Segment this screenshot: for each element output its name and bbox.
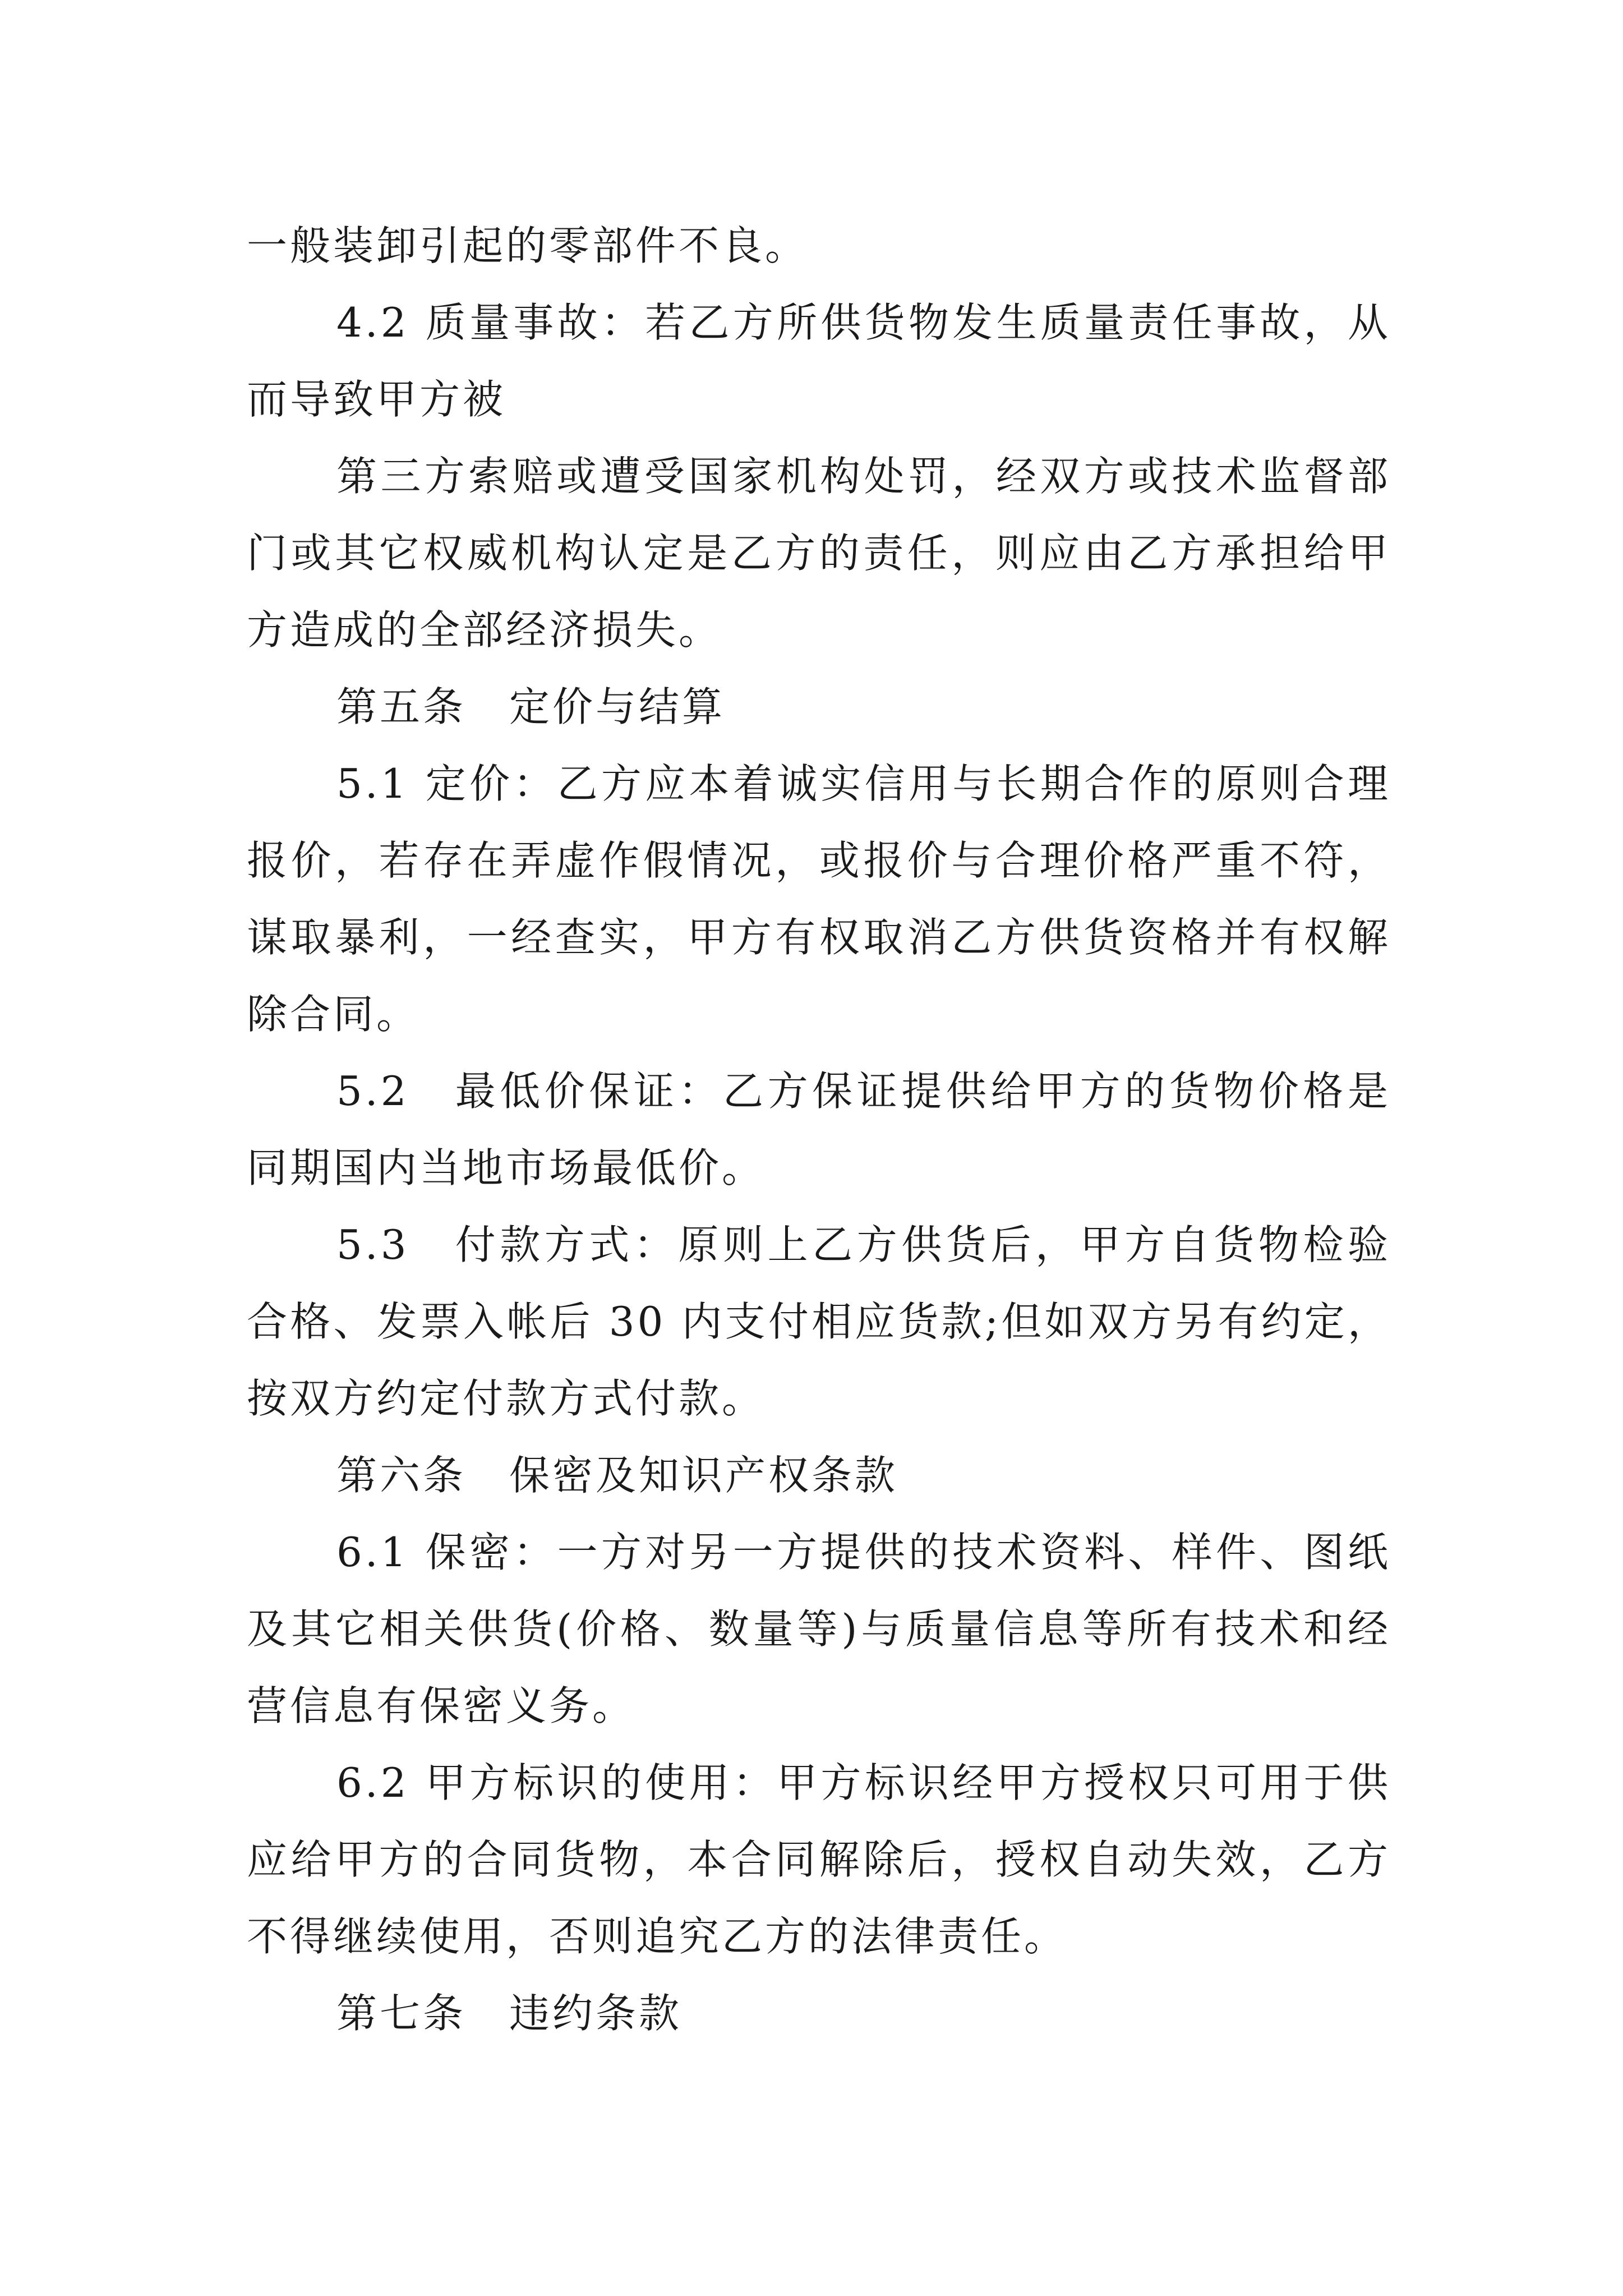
text-line: 报价，若存在弄虚作假情况，或报价与合理价格严重不符， [247,837,1391,884]
section-heading: 第五条 定价与结算 [336,683,726,730]
text-line: 方造成的全部经济损失。 [247,606,722,654]
text-line: 谋取暴利，一经查实，甲方有权取消乙方供货资格并有权解 [247,914,1391,961]
text-line: 5.1 定价：乙方应本着诚实信用与长期合作的原则合理 [336,760,1391,807]
text-line: 不得继续使用，否则追究乙方的法律责任。 [247,1913,1068,1960]
text-line: 一般装卸引起的零部件不良。 [247,222,809,269]
text-line: 应给甲方的合同货物，本合同解除后，授权自动失效，乙方 [247,1836,1391,1883]
text-line: 同期国内当地市场最低价。 [247,1144,766,1191]
text-line: 6.1 保密：一方对另一方提供的技术资料、样件、图纸 [336,1529,1391,1576]
text-line: 5.2 最低价保证：乙方保证提供给甲方的货物价格是 [336,1068,1391,1115]
text-line: 合格、发票入帐后 30 内支付相应货款;但如双方另有约定， [247,1298,1391,1345]
text-line: 6.2 甲方标识的使用：甲方标识经甲方授权只可用于供 [336,1759,1391,1806]
text-line: 除合同。 [247,991,420,1038]
section-heading: 第七条 违约条款 [336,1990,683,2037]
text-line: 营信息有保密义务。 [247,1682,636,1729]
section-heading: 第六条 保密及知识产权条款 [336,1452,898,1499]
text-line: 第三方索赔或遭受国家机构处罚，经双方或技术监督部 [336,453,1391,500]
text-line: 5.3 付款方式：原则上乙方供货后，甲方自货物检验 [336,1221,1391,1268]
text-line: 而导致甲方被 [247,376,506,423]
text-line: 门或其它权威机构认定是乙方的责任，则应由乙方承担给甲 [247,530,1391,577]
text-line: 及其它相关供货(价格、数量等)与质量信息等所有技术和经 [247,1605,1391,1653]
text-line: 4.2 质量事故：若乙方所供货物发生质量责任事故，从 [336,299,1391,346]
body-text [247,208,1391,2052]
text-line: 按双方约定付款方式付款。 [247,1375,766,1422]
